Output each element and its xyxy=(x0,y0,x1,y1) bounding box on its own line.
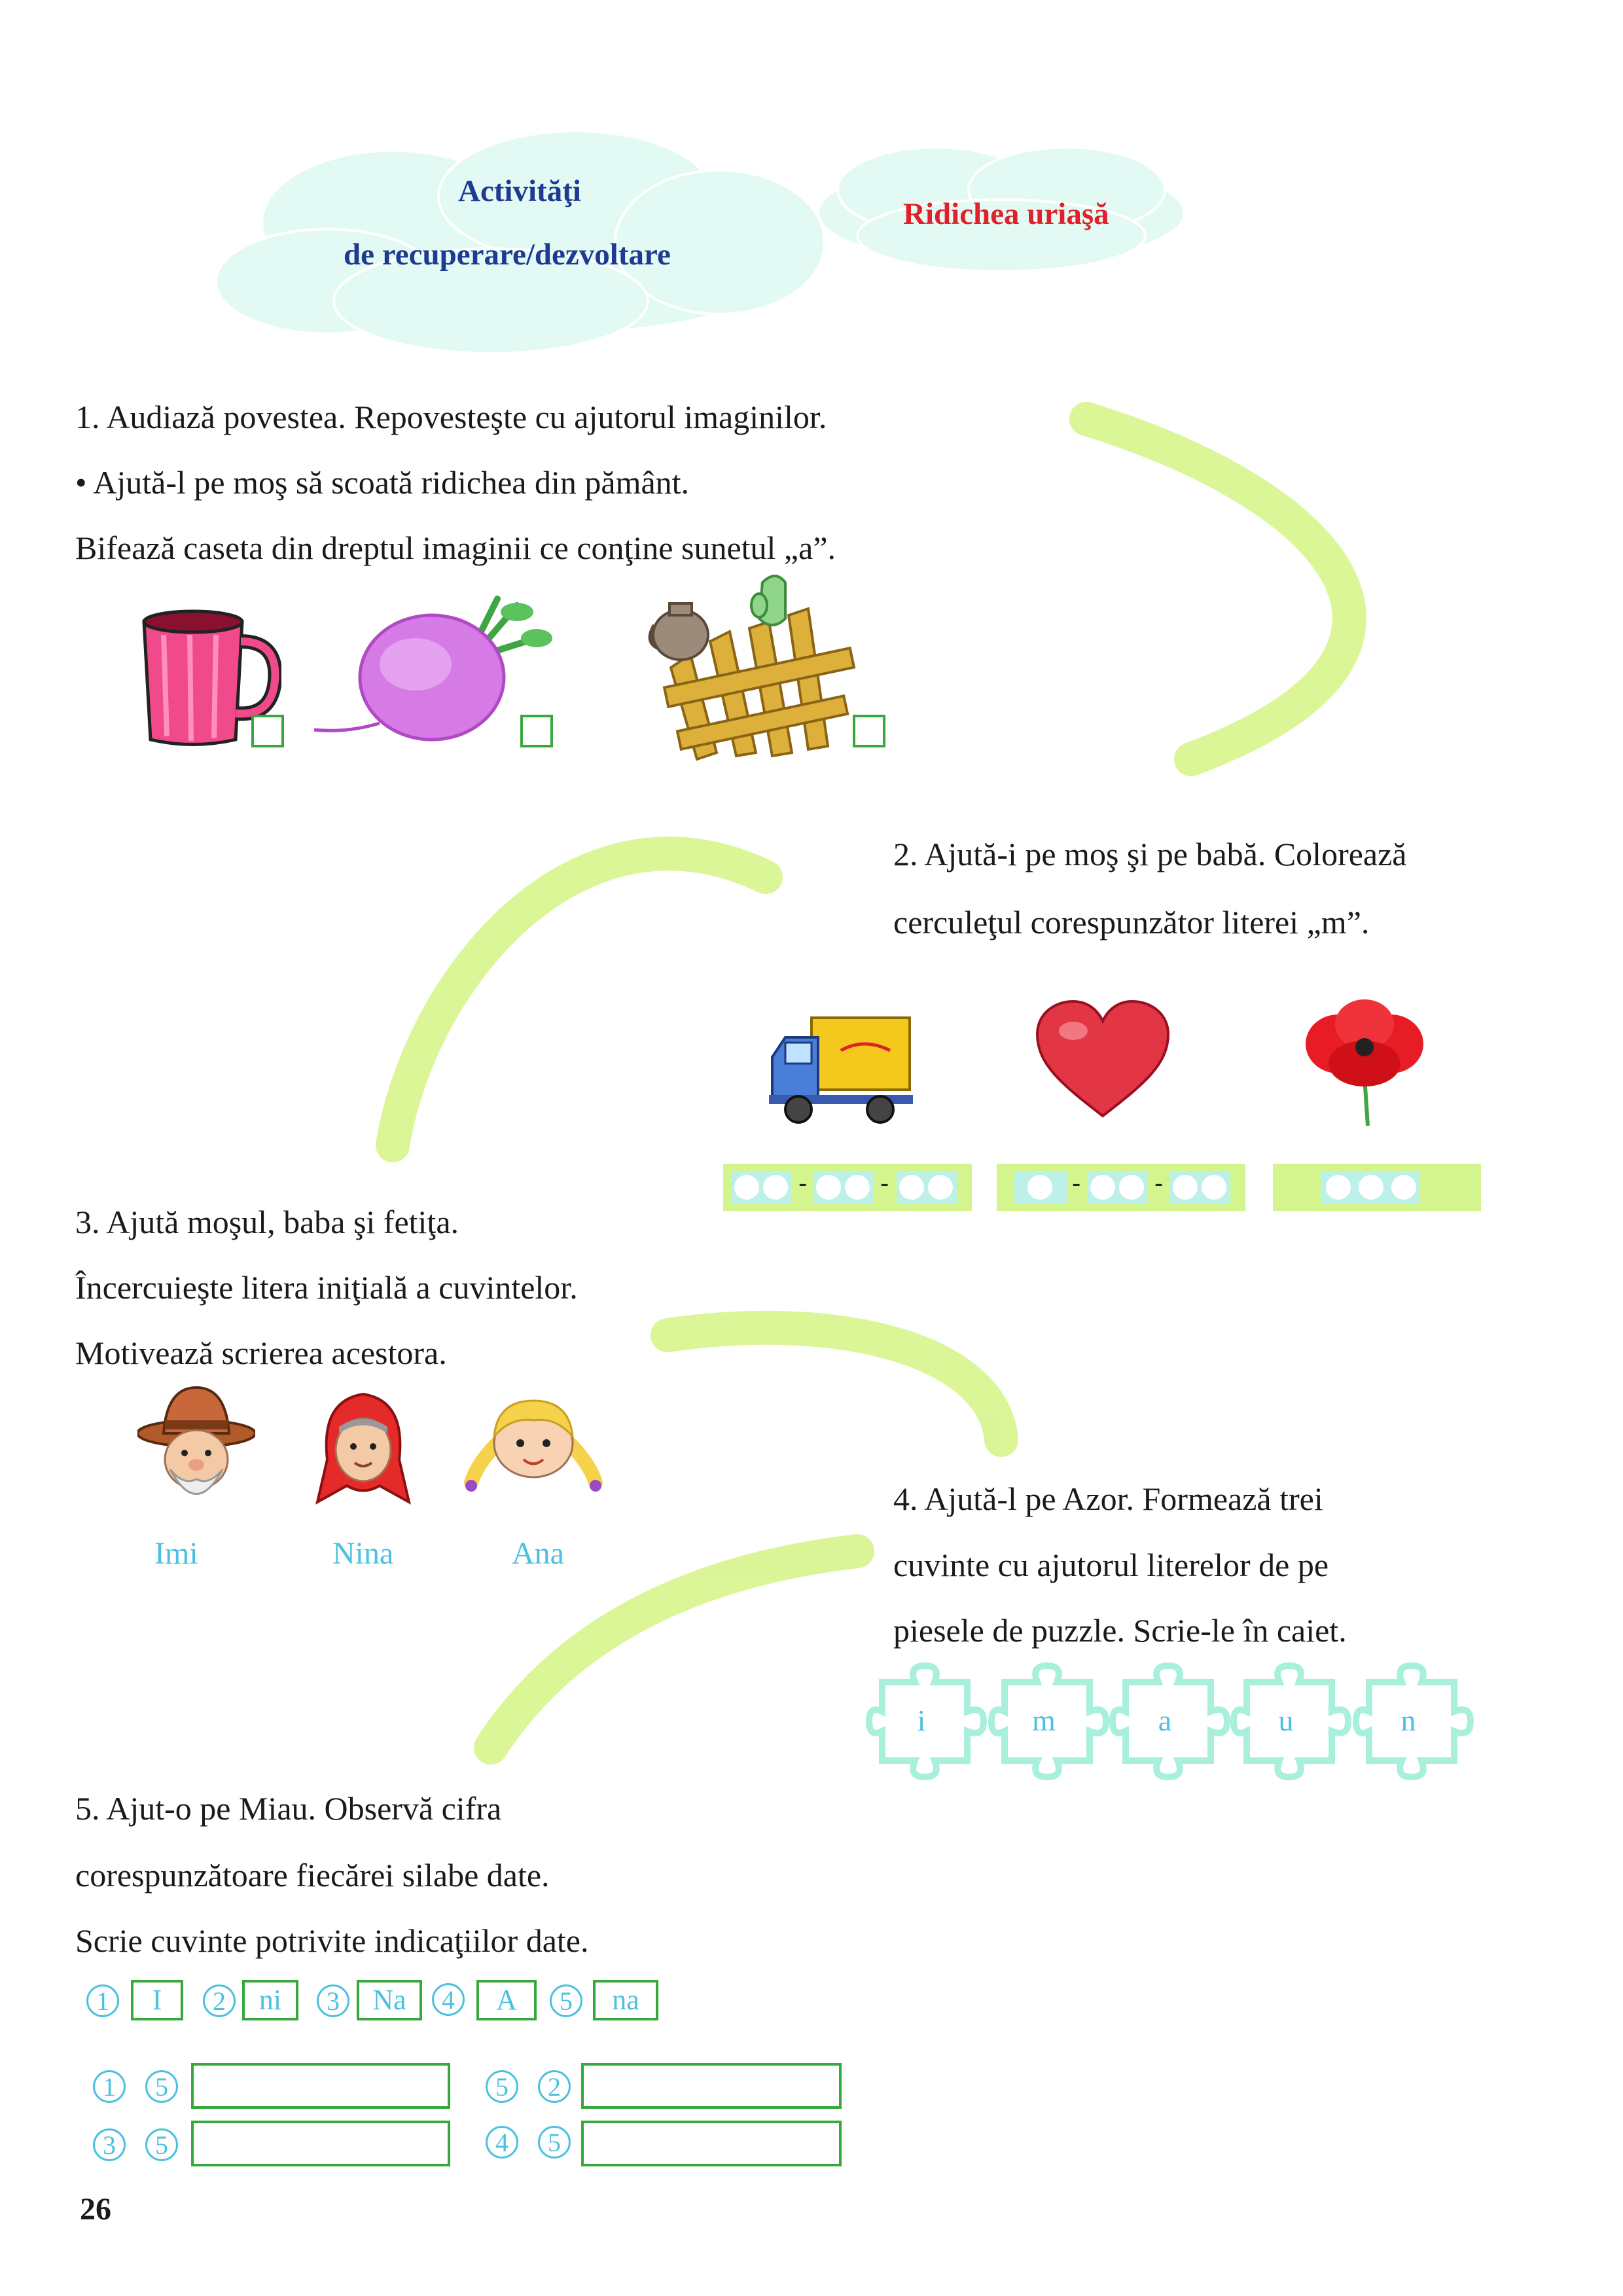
syllable-number: 2 xyxy=(203,1984,236,2017)
answer-number: 5 xyxy=(486,2070,518,2103)
fence-icon xyxy=(645,569,867,766)
answer-number: 5 xyxy=(145,2128,178,2161)
path-stroke-1 xyxy=(1086,419,1349,759)
heart-icon xyxy=(1034,998,1171,1122)
cloud-title-line1: Activităţi xyxy=(458,174,581,208)
ex1-line2: • Ajută-l pe moş să scoată ridichea din pământ. xyxy=(75,464,690,501)
ex2-dot[interactable] xyxy=(816,1175,841,1200)
ex2-line2: cerculeţul corespunzător literei „m”. xyxy=(893,904,1370,941)
puzzle-letter-4[interactable]: u xyxy=(1278,1704,1294,1737)
ex2-dot[interactable] xyxy=(845,1175,870,1200)
path-stroke-3 xyxy=(668,1328,1001,1440)
answer-box-1[interactable] xyxy=(191,2063,450,2109)
ex2-dash: - xyxy=(1154,1169,1164,1198)
answer-number: 5 xyxy=(538,2126,571,2159)
path-stroke-4 xyxy=(491,1551,857,1748)
syllable-box: ni xyxy=(242,1980,298,2020)
ex5-line1: 5. Ajut-o pe Miau. Observă cifra xyxy=(75,1790,502,1827)
ex3-line2: Încercuieşte litera iniţială a cuvintelor. xyxy=(75,1269,578,1306)
answer-number: 2 xyxy=(538,2070,571,2103)
syllable-box: I xyxy=(131,1980,183,2020)
ex3-name-3[interactable]: Ana xyxy=(512,1536,564,1571)
ex1-checkbox-cup[interactable] xyxy=(251,715,284,747)
ex4-line2: cuvinte cu ajutorul literelor de pe xyxy=(893,1547,1329,1583)
lesson-title: Ridichea uriaşă xyxy=(903,197,1109,231)
path-stroke-2 xyxy=(393,853,766,1145)
ex1-checkbox-fence[interactable] xyxy=(853,715,885,747)
page-number: 26 xyxy=(80,2192,111,2227)
ex2-dot[interactable] xyxy=(1119,1175,1144,1200)
answer-box-2[interactable] xyxy=(581,2063,842,2109)
ex1-line1: 1. Audiază povestea. Repovesteşte cu ajutorul imaginilor. xyxy=(75,399,827,435)
ex2-dot[interactable] xyxy=(763,1175,788,1200)
old-man-icon xyxy=(137,1381,255,1512)
poppy-icon xyxy=(1299,998,1430,1129)
ex2-dot[interactable] xyxy=(899,1175,924,1200)
ex2-dot[interactable] xyxy=(1391,1175,1416,1200)
puzzle-letter-5[interactable]: n xyxy=(1400,1704,1416,1737)
ex1-line3: Bifează caseta din dreptul imaginii ce conţine sunetul „a”. xyxy=(75,529,836,566)
puzzle-letter-1[interactable]: i xyxy=(917,1704,926,1737)
answer-number: 4 xyxy=(486,2126,518,2159)
ex3-name-2[interactable]: Nina xyxy=(332,1536,394,1571)
cloud-title-line2: de recuperare/dezvoltare xyxy=(344,238,671,272)
ex2-dot[interactable] xyxy=(734,1175,759,1200)
ex2-dot[interactable] xyxy=(1359,1175,1383,1200)
ex2-dot[interactable] xyxy=(1090,1175,1115,1200)
radish-icon xyxy=(308,592,556,749)
ex3-line1: 3. Ajută moşul, baba şi fetiţa. xyxy=(75,1204,459,1240)
syllable-box: A xyxy=(476,1980,537,2020)
ex2-line1: 2. Ajută-i pe moş şi pe babă. Colorează xyxy=(893,836,1407,872)
ex5-line2: corespunzătoare fiecărei silabe date. xyxy=(75,1857,550,1893)
puzzle-letter-2[interactable]: m xyxy=(1032,1704,1056,1737)
ex2-dash: - xyxy=(798,1169,808,1198)
syllable-box: na xyxy=(593,1980,658,2020)
answer-box-4[interactable] xyxy=(581,2121,842,2166)
ex3-line3: Motivează scrierea acestora. xyxy=(75,1335,447,1371)
ex3-name-1[interactable]: Imi xyxy=(154,1536,198,1571)
ex2-dot[interactable] xyxy=(928,1175,953,1200)
ex2-dash: - xyxy=(880,1169,889,1198)
answer-box-3[interactable] xyxy=(191,2121,450,2166)
answer-number: 1 xyxy=(93,2070,126,2103)
ex2-dot[interactable] xyxy=(1202,1175,1226,1200)
syllable-number: 1 xyxy=(86,1984,119,2017)
puzzle-letter-3[interactable]: a xyxy=(1158,1704,1172,1737)
answer-number: 3 xyxy=(93,2128,126,2161)
ex2-dot[interactable] xyxy=(1173,1175,1198,1200)
truck-icon xyxy=(766,1011,916,1129)
syllable-number: 4 xyxy=(432,1983,465,2016)
ex4-line3: piesele de puzzle. Scrie-le în caiet. xyxy=(893,1612,1347,1649)
ex2-dash: - xyxy=(1072,1169,1081,1198)
ex1-checbox-radish[interactable] xyxy=(520,715,553,747)
grandma-icon xyxy=(314,1388,412,1512)
ex2-dot[interactable] xyxy=(1027,1175,1052,1200)
syllable-box: Na xyxy=(357,1980,422,2020)
answer-number: 5 xyxy=(145,2070,178,2103)
ex4-line1: 4. Ajută-l pe Azor. Formează trei xyxy=(893,1480,1323,1517)
ex2-dot[interactable] xyxy=(1326,1175,1351,1200)
ex5-line3: Scrie cuvinte potrivite indicaţiilor date. xyxy=(75,1922,589,1959)
syllable-number: 5 xyxy=(550,1984,582,2017)
girl-icon xyxy=(458,1391,609,1502)
syllable-number: 3 xyxy=(317,1984,349,2017)
